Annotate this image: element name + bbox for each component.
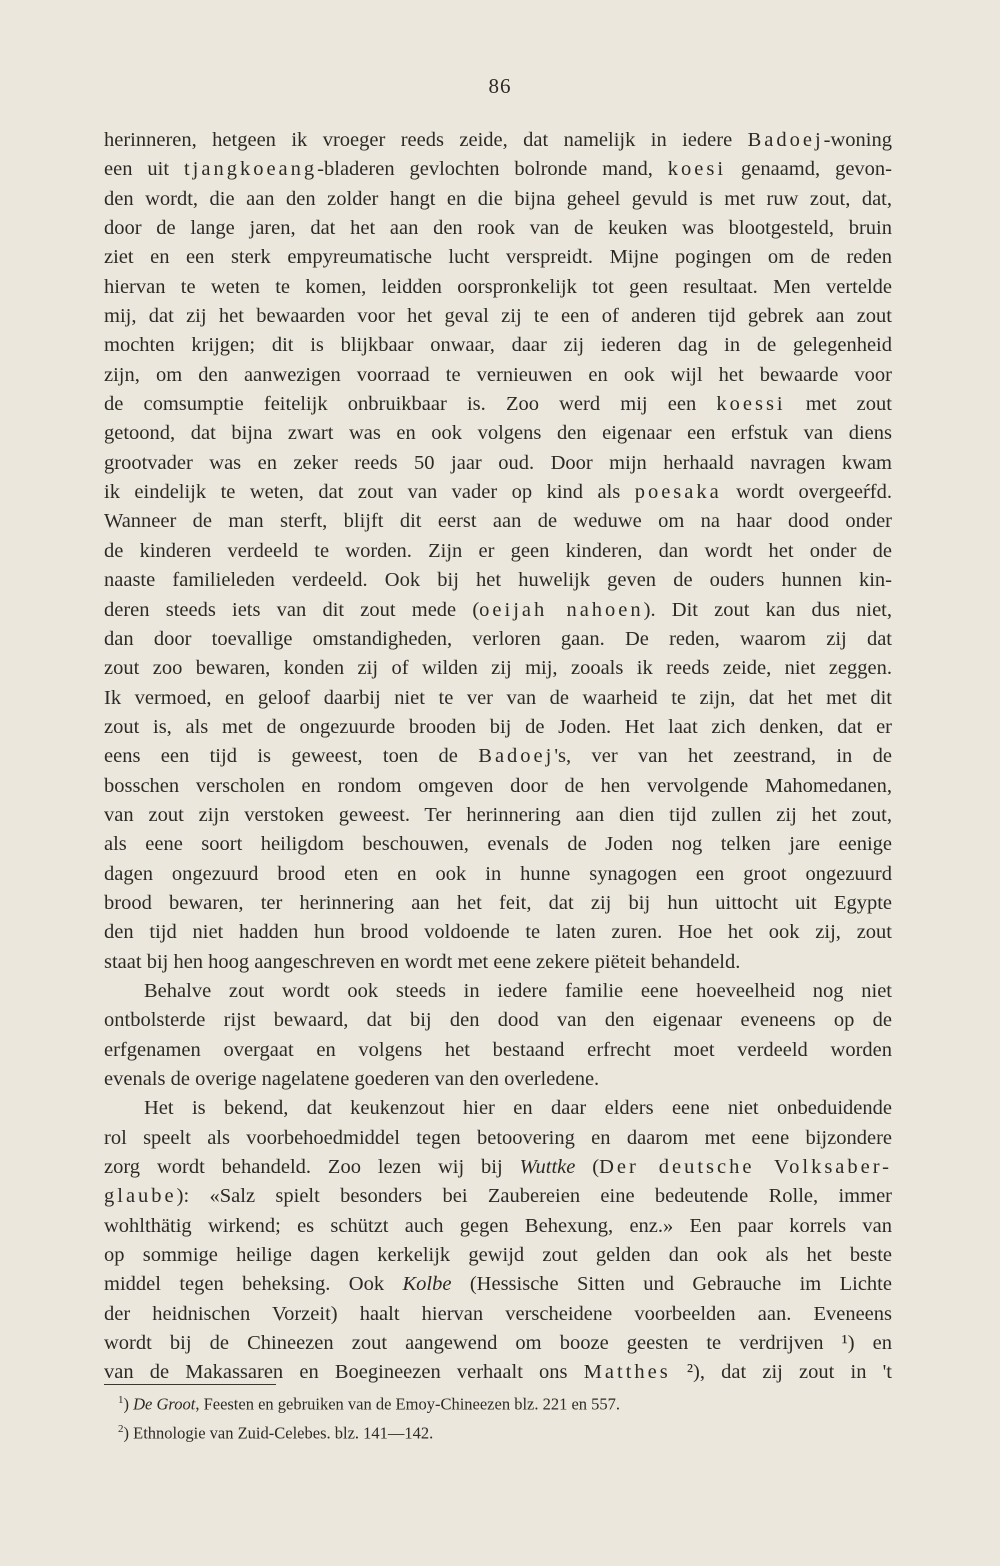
text-line [104,977,892,1006]
text-line [104,860,892,889]
text-line [104,185,892,214]
text-run: eens een tijd is geweest, toen de [104,745,479,768]
text-line [104,918,892,947]
text-run: dagen ongezuurd brood eten en ook in hunne synagogen een groot ongezuurd [104,862,892,885]
text-run: Behalve zout wordt ook steeds in iedere familie eene hoeveelheid nog niet [144,979,892,1002]
spaced-term: oeijah nahoen [479,598,644,621]
text-run: ontbolsterde rijst bewaard, dat bij den dood van den eigenaar eveneens op de [104,1009,892,1032]
spaced-term: Matthes [583,1361,671,1384]
italic-name: Kolbe [402,1273,452,1296]
text-line [104,684,892,713]
text-run: mochten krijgen; dit is blijkbaar onwaar, daar zij iederen dag in de gelegenheid [104,334,892,357]
text-run: ziet en een sterk empyreumatische lucht verspreidt. Mijne pogingen om de reden [104,246,892,269]
text-run: evenals de overige nagelatene goederen van den overledene. [104,1068,600,1090]
text-line [104,1212,892,1241]
spaced-term: poesaka [634,481,722,504]
text-line [104,1182,892,1211]
footnote [118,1388,818,1417]
text-run: brood bewaren, ter herinnering aan het feit, dat zij bij hun uittocht uit Egypte [104,891,892,914]
text-run: den tijd niet hadden hun brood voldoende te laten zuren. Hoe het ook zij, zout [104,921,892,944]
text-line [104,889,892,918]
text-run: ²), dat zij zout in 't [670,1361,892,1384]
page-number: 86 [488,74,512,98]
text-line [104,1094,892,1123]
text-run: bosschen verscholen en rondom omgeven door de hen vervolgende Mahomedanen, [104,774,892,797]
text-line [104,596,892,625]
text-line [104,331,892,360]
text-run: met zout [785,393,892,416]
text-run: ) Ethnologie van Zuid-Celebes. blz. 141—142. [123,1423,434,1442]
text-line [104,948,892,977]
spaced-term: glaube [104,1185,177,1208]
text-line [104,1329,892,1358]
text-run: de comsumptie feitelijk onbruikbaar is. Zoo werd mij een [104,393,717,416]
text-run: mij, dat zij het bewaarden voor het geval zij te een of anderen tijd gebrek aan zout [104,305,892,328]
text-run: ). Dit zout kan dus niet, [643,598,892,621]
text-line [104,214,892,243]
text-run: middel tegen beheksing. Ook [104,1273,403,1296]
text-run: genaamd, gevon- [726,158,892,181]
text-run: herinneren, hetgeen ik vroeger reeds zeide, dat namelijk in iedere [104,129,748,151]
text-line [104,155,892,184]
spaced-term: koessi [716,393,786,416]
text-line [104,1006,892,1035]
text-run: als eene soort heiligdom beschouwen, evenals de Joden nog telken jare eenige [104,833,892,856]
text-run: wordt bij de Chineezen zout aangewend om booze geesten te verdrijven ¹) en [104,1332,892,1355]
text-run: (Hessische Sitten und Gebrauche im Lichte [451,1273,892,1296]
text-line [104,537,892,566]
spaced-term: tjangkoeang [183,158,318,181]
spaced-term: Badoej [747,129,824,151]
text-run: ): «Salz spielt besonders bei Zaubereien eine bedeutende Rolle, immer [176,1185,892,1208]
text-run: Wanneer de man sterft, blijft dit eerst aan de weduwe om na haar dood onder [104,510,892,533]
text-run: 's, ver van het zeestrand, in de [554,745,892,768]
footnote-mark: 1 [118,1394,124,1406]
text-line [104,801,892,830]
text-run: grootvader was en zeker reeds 50 jaar oud. Door mijn herhaald navragen kwam [104,451,892,474]
text-line [104,302,892,331]
text-line [104,273,892,302]
text-run: staat bij hen hoog aangeschreven en wordt met eene zekere piëteit behandeld. [104,950,741,973]
footnotes [118,1388,818,1445]
text-line [104,1300,892,1329]
spaced-term: koesi [667,158,727,181]
text-line [104,566,892,595]
text-line [104,419,892,448]
text-run: getoond, dat bijna zwart was en ook volgens den eigenaar een erfstuk van diens [104,422,892,445]
text-run: zout is, als met de ongezuurde brooden bij de Joden. Het laat zich denken, dat er [104,715,892,738]
text-run: dan door toevallige omstandigheden, verloren gaan. De reden, waarom zij dat [104,627,892,650]
text-line [104,830,892,859]
text-line [104,1241,892,1270]
spaced-term: Badoej [478,745,555,768]
text-run: den wordt, die aan den zolder hangt en die bijna geheel gevuld is met ruw zout, dat, [104,187,892,210]
spaced-term: Der deutsche Volksaber- [599,1156,892,1179]
text-line [104,1036,892,1065]
text-line [104,1153,892,1182]
italic-name: De Groot [133,1394,196,1414]
text-run: door de lange jaren, dat het aan den rook van de keuken was blootgesteld, bruin [104,217,892,240]
footnote-rule [104,1384,276,1385]
footnote [118,1417,818,1446]
text-run: ik eindelijk te weten, dat zout van vader op kind als [104,481,635,504]
text-run: ( [575,1156,600,1179]
text-line [104,390,892,419]
text-line [104,1065,892,1094]
text-line [104,126,892,155]
body-text [104,126,892,1388]
text-run: zout zoo bewaren, konden zij of wilden zij mij, zooals ik reeds zeide, niet zeggen. [104,657,892,680]
text-line [104,478,892,507]
text-line [104,449,892,478]
text-run: erfgenamen overgaat en volgens het bestaand erfrecht moet verdeeld worden [104,1038,892,1061]
text-line [104,507,892,536]
text-run: van zout zijn verstoken geweest. Ter herinnering aan dien tijd zullen zij het zout, [104,803,892,826]
text-run: deren steeds iets van dit zout mede ( [104,598,480,621]
text-run: naaste familieleden verdeeld. Ook bij het huwelijk geven de ouders hunnen kin- [104,569,892,592]
footnote-mark: 2 [118,1422,124,1435]
text-run: hiervan te weten te komen, leidden oorspronkelijk tot geen resultaat. Men vertelde [104,275,892,298]
text-line [104,625,892,654]
text-run: , Feesten en gebruiken van de Emoy-Chineezen blz. 221 en 557. [195,1394,621,1414]
text-run: de kinderen verdeeld te worden. Zijn er geen kinderen, dan wordt het onder de [104,539,892,562]
text-run: -bladeren gevlochten bolronde mand, [317,158,668,181]
text-line [104,243,892,272]
text-line [104,742,892,771]
italic-name: Wuttke [519,1156,576,1179]
text-run: een uit [104,158,184,181]
text-line [104,713,892,742]
text-line [104,1270,892,1299]
text-run: op sommige heilige dagen kerkelijk gewijd zout gelden dan ook als het beste [104,1244,892,1267]
text-run: -woning [823,129,892,151]
text-run: Ik vermoed, en geloof daarbij niet te ver van de waarheid te zijn, dat het met dit [104,686,892,709]
text-line [104,361,892,390]
text-run: rol speelt als voorbehoedmiddel tegen betoovering en daarom met eene bijzondere [104,1126,892,1149]
text-line [104,654,892,683]
text-line [104,1124,892,1153]
text-run: wohlthätig wirkend; es schützt auch gegen Behexung, enz.» Een paar korrels van [104,1214,892,1237]
text-run: zorg wordt behandeld. Zoo lezen wij bij [104,1156,520,1179]
text-run: zijn, om den aanwezigen voorraad te vernieuwen en ook wijl het bewaarde voor [104,363,892,386]
text-line [104,772,892,801]
text-run: wordt overgeeŕfd. [721,481,892,504]
text-run: ) [123,1394,134,1414]
text-run: der heidnischen Vorzeit) haalt hiervan verscheidene voorbeelden aan. Eveneens [104,1302,892,1325]
text-run: Het is bekend, dat keukenzout hier en daar elders eene niet onbeduidende [144,1097,892,1120]
text-run: van de Makassaren en Boegineezen verhaalt ons [104,1361,584,1384]
